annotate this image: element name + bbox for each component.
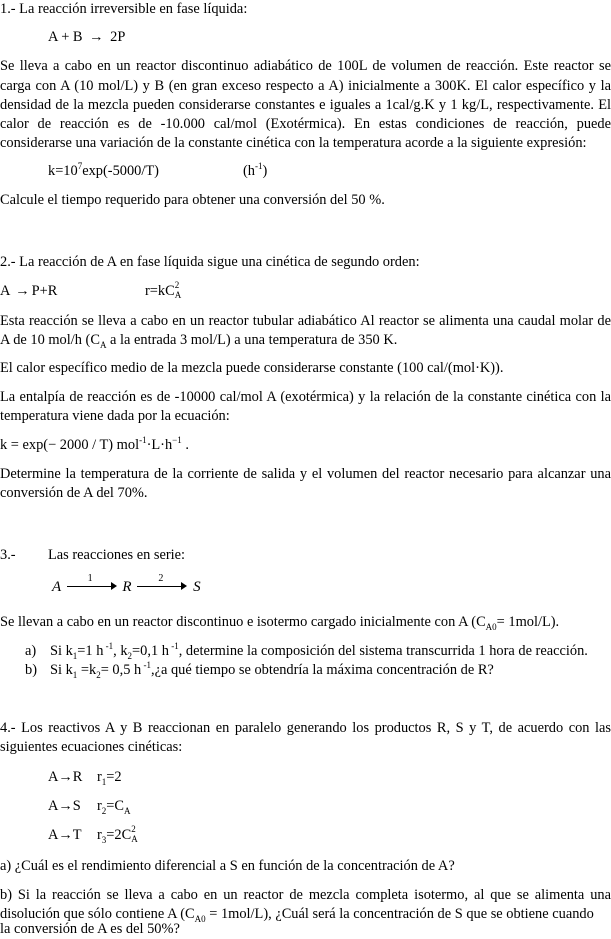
reaction-1: A→R (48, 769, 83, 785)
rate-2 (97, 797, 131, 816)
subscript: A0 (194, 913, 206, 924)
problem-4-question-b-line-3: la conversión de A es del 50%? (0, 921, 180, 937)
exponent: -1 (168, 641, 179, 652)
rate-constant-units (243, 162, 267, 181)
problem-1-equation (48, 28, 611, 47)
text-part: =C (106, 798, 125, 814)
text-part: Si k (50, 662, 73, 678)
problem-2-line-3: El calor específico medio de la mezcla puede considerarse constante (100 cal/(mol·K)). (0, 360, 504, 376)
text-part: ,¿a qué tiempo se obtendría la máxima concentración de R? (150, 662, 494, 678)
unit-close: ) (262, 163, 268, 179)
text-part: Si k (50, 643, 73, 659)
text-part: = 1mol/L). (496, 614, 560, 630)
problem-1-question: Calcule el tiempo requerido para obtener una conversión del 50 %. (0, 192, 385, 208)
problem-2-rate-law (145, 282, 184, 301)
k-base: k=10 (48, 163, 78, 179)
problem-2-title: 2.- La reacción de A en fase líquida sigue una cinética de segundo orden: (0, 254, 420, 270)
text-part: =2C (106, 827, 132, 843)
series-reaction-scheme (52, 573, 201, 597)
arrow-1-icon (67, 573, 117, 591)
rate-law-text: r=kC (145, 283, 175, 299)
arrow-1-label: 1 (87, 573, 93, 584)
species-A: A (52, 579, 61, 595)
subscript: A (99, 339, 107, 350)
subscript: 3 (101, 834, 107, 845)
problem-1-title: 1.- La reacción irreversible en fase líquida: (0, 1, 248, 17)
reaction-2: A→S (48, 798, 81, 814)
problem-1-body-line-2: carga con A (10 mol/L) y B (en gran exceso respecto a A) inicialmente a 300K. El calor específico y la (0, 78, 611, 94)
k-eq-text: ·L·h (146, 437, 173, 453)
problem-4-question-b-line-1: b) Si la reacción se lleva a cabo en un reactor de mezcla completa isotermo, al que se alimenta una (0, 887, 611, 903)
problem-2-line-6: Determine la temperatura de la corriente de salida y el volumen del reactor necesario para alcanzar una (0, 466, 611, 482)
subscript: 1 (72, 669, 78, 680)
problem-3-item-b (25, 661, 494, 680)
rate-3 (97, 826, 139, 845)
text-part: Se llevan a cabo en un reactor discontinuo e isotermo cargado inicialmente con A (C (0, 614, 486, 630)
problem-2-k-equation (0, 436, 611, 455)
subscript: 2 (127, 650, 133, 661)
reaction-3: A→T (48, 827, 82, 843)
problem-2-line-5: temperatura viene dada por la ecuación: (0, 408, 230, 424)
exponent: −1 (172, 435, 182, 446)
species-S: S (193, 579, 201, 595)
reaction-arrow: → (89, 29, 104, 45)
text-part: , determine la composición del sistema transcurrida 1 hora de reacción. (178, 643, 588, 659)
k-arrhenius: exp(-5000/T) (82, 163, 159, 179)
rate-subscript: A (174, 290, 182, 300)
problem-2-line-2 (0, 331, 611, 350)
eq-reactants: A + B (48, 29, 83, 45)
exponent: 2 (131, 824, 136, 834)
text-part: , k (113, 643, 128, 659)
arrow-2-icon (137, 573, 187, 591)
text-part: A de 10 mol/h (C (0, 332, 100, 348)
subscript: 1 (101, 776, 107, 787)
rate-1 (97, 768, 122, 787)
text-part: =0,1 h (132, 643, 169, 659)
eq-products: 2P (110, 29, 126, 45)
subscript: 2 (96, 669, 101, 680)
k-exponent: 7 (77, 161, 83, 172)
text-part: =1 h (77, 643, 104, 659)
problem-1-body-line-4: calor de reacción es de -10.000 cal/mol (Exotérmica). En estas condiciones de reacción, puede (0, 116, 611, 132)
eq-products: P+R (31, 283, 58, 299)
problem-4-title-line-1: 4.- Los reactivos A y B reaccionan en paralelo generando los productos R, S y T, de acuerdo con las (0, 720, 611, 736)
problem-3-title: Las reacciones en serie: (48, 547, 186, 563)
eq-reactant: A (0, 283, 10, 299)
exponent: -1 (141, 660, 151, 671)
rate-constant-expression (48, 162, 611, 181)
k-eq-text: k = exp(− 2000 / T) mol (0, 437, 140, 453)
subscript: 1 (72, 650, 78, 661)
reaction-arrow: → (15, 283, 30, 299)
text-part: =2 (106, 769, 122, 785)
subscript: A0 (485, 621, 497, 632)
text-part: r (97, 769, 102, 785)
arrow-2-label: 2 (158, 573, 164, 584)
text-part: r (97, 827, 102, 843)
problem-3-intro (0, 613, 611, 632)
subscript: A (124, 805, 131, 816)
exponent: -1 (103, 641, 114, 652)
text-part: = 0,5 h (100, 662, 142, 678)
subscript: 2 (101, 805, 107, 816)
k-eq-text: . (181, 437, 189, 453)
rate-exponent: 2 (174, 280, 180, 290)
species-R: R (122, 579, 132, 595)
problem-2-equation (0, 282, 611, 301)
text-part: disolución que sólo contiene A (C (0, 906, 195, 922)
problem-4-question-a: a) ¿Cuál es el rendimiento diferencial a S en función de la concentración de A? (0, 858, 455, 874)
text-part: a la entrada 3 mol/L) a una temperatura de 350 K. (106, 332, 398, 348)
text-part: =k (77, 662, 97, 678)
exponent: -1 (139, 435, 147, 446)
problem-3-number: 3.- (0, 547, 16, 563)
problem-2-line-4: La entalpía de reacción es de -10000 cal/mol A (exotérmica) y la relación de la constante cinética con la (0, 389, 611, 405)
text-part: r (97, 798, 102, 814)
problem-1-body-line-3: densidad de la mezcla pueden considerarse constantes e iguales a 1cal/g.K y 1 kg/L, respectivamente. El (0, 97, 611, 113)
subscript: A (131, 834, 138, 844)
problem-3-item-a (25, 642, 588, 661)
unit-text: (h (243, 163, 255, 179)
item-label: b) (25, 662, 37, 678)
problem-2-line-1: Esta reacción se lleva a cabo en un reactor tubular adiabático Al reactor se alimenta una caudal molar de (0, 313, 611, 329)
problem-2-line-7: conversión de A del 70%. (0, 485, 148, 501)
text-part: = 1mol/L), ¿Cuál será la concentración de S que se obtiene cuando (205, 906, 594, 922)
item-label: a) (25, 643, 37, 659)
problem-1-body-line-1: Se lleva a cabo en un reactor discontinuo adiabático de 100L de volumen de reacción. Este reactor se (0, 58, 611, 74)
problem-4-title-line-2: siguientes ecuaciones cinéticas: (0, 739, 183, 755)
problem-1-body-line-5: considerarse una variación de la constante cinética con la temperatura acorde a la siguiente expresión: (0, 135, 587, 151)
unit-exponent: -1 (255, 161, 263, 172)
